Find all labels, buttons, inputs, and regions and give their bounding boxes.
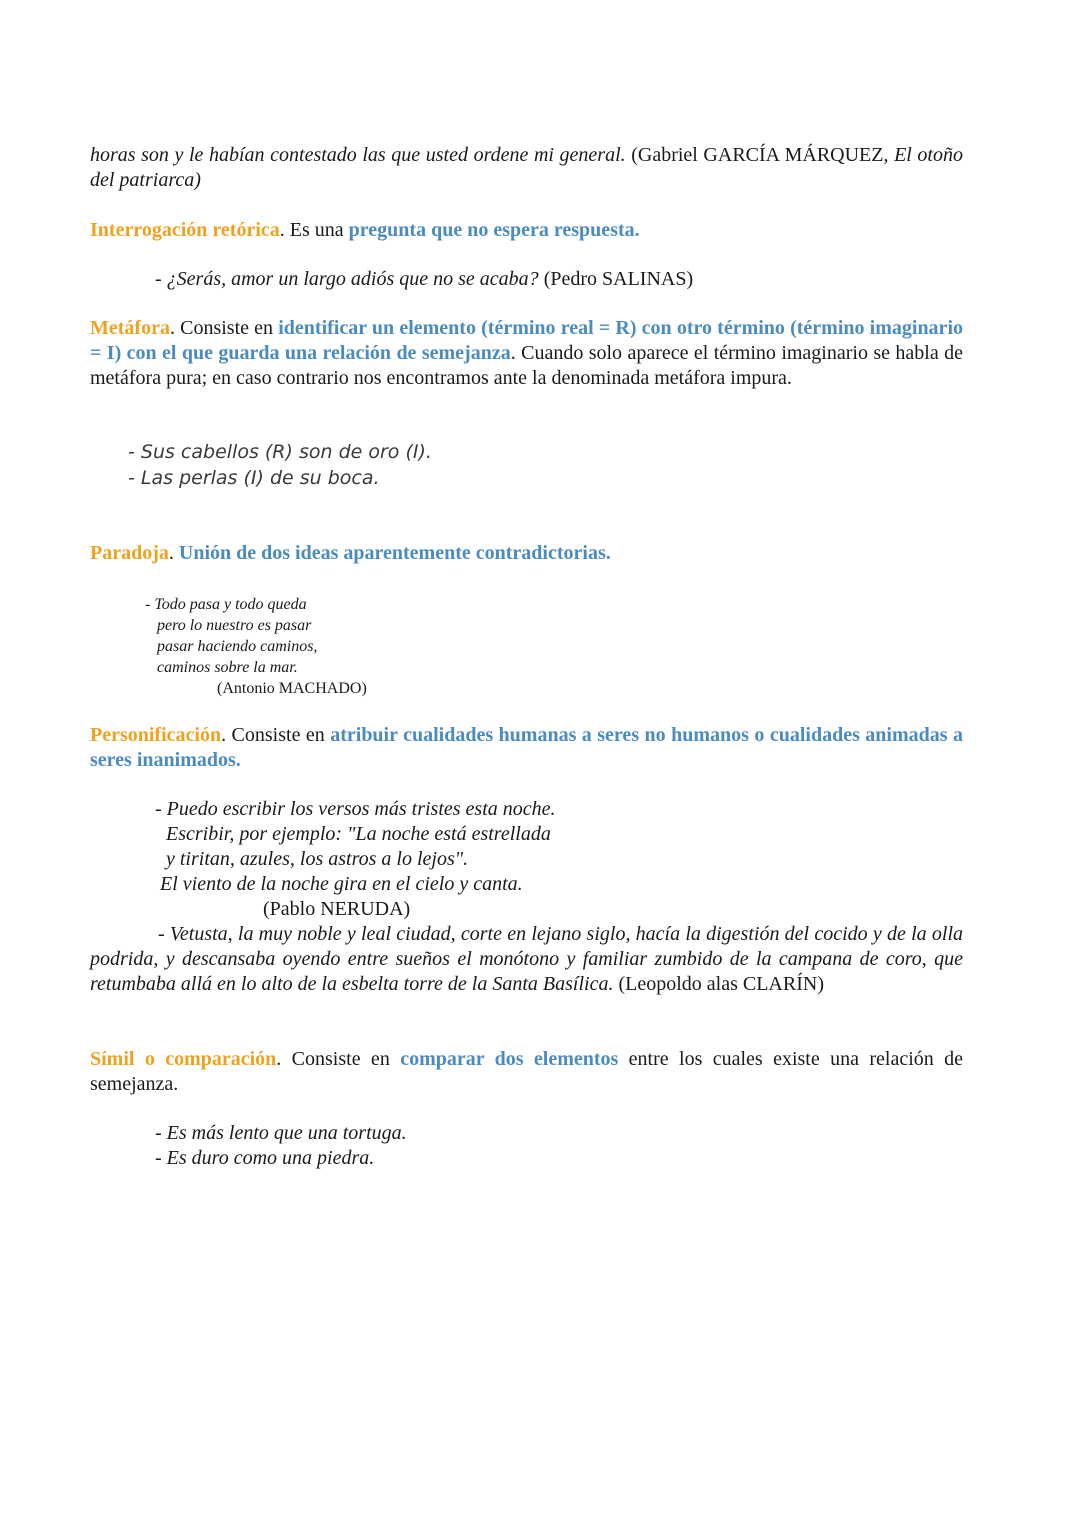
interrogacion-term: Interrogación retórica: [90, 219, 280, 241]
simil-rest: entre los cuales existe una relación de semejanza.: [90, 1048, 964, 1095]
metafora-lead: . Consiste en: [169, 317, 279, 339]
interrogacion-example: [155, 267, 693, 292]
poem-author: (Antonio MACHADO): [217, 680, 367, 697]
poem-line: - Todo pasa y todo queda: [145, 596, 307, 613]
intro-author: (Gabriel GARCÍA MÁRQUEZ,: [631, 144, 889, 166]
poem-line: y tiritan, azules, los astros a lo lejos".: [166, 848, 469, 870]
interrogacion-paragraph: [90, 218, 963, 243]
poem-line: - Puedo escribir los versos más tristes esta noche.: [155, 798, 556, 820]
simil-term: Símil o comparación: [90, 1048, 277, 1070]
paradoja-lead: .: [168, 542, 179, 564]
metafora-example: - Sus cabellos (R) son de oro (I).: [128, 441, 432, 463]
metafora-rest: . Cuando solo aparece el término imaginario se habla de metáfora pura; en caso contrario nos encontramos ante la denominada metáfora impura.: [90, 342, 963, 389]
metafora-paragraph: [90, 316, 963, 391]
prose-author: (Leopoldo alas CLARÍN): [618, 973, 824, 995]
simil-example: - Es duro como una piedra.: [155, 1147, 375, 1169]
interrogacion-example-author: (Pedro SALINAS): [543, 268, 694, 290]
poem-line: pasar haciendo caminos,: [157, 638, 318, 655]
metafora-term: Metáfora: [90, 317, 170, 339]
poem-line: caminos sobre la mar.: [157, 659, 298, 676]
simil-definition: comparar dos elementos: [400, 1048, 619, 1070]
poem-line: Escribir, por ejemplo: "La noche está estrellada: [166, 823, 551, 845]
paradoja-paragraph: [90, 541, 963, 566]
poem-line: pero lo nuestro es pasar: [157, 617, 312, 634]
interrogacion-definition: pregunta que no espera respuesta.: [348, 219, 640, 241]
interrogacion-lead: . Es una: [279, 219, 349, 241]
simil-lead: . Consiste en: [276, 1048, 401, 1070]
intro-quote: horas son y le habían contestado las que usted ordene mi general.: [90, 144, 626, 166]
paradoja-definition: Unión de dos ideas aparentemente contradictorias.: [178, 542, 611, 564]
metafora-examples: [128, 439, 432, 491]
personificacion-paragraph: [90, 723, 963, 773]
intro-paragraph: [90, 143, 963, 193]
personificacion-lead: . Consiste en: [221, 724, 331, 746]
simil-paragraph: [90, 1047, 963, 1097]
personificacion-definition: atribuir cualidades humanas a seres no humanos o cualidades animadas a seres inanimados.: [90, 724, 963, 771]
personificacion-prose: [90, 922, 963, 997]
metafora-definition: identificar un elemento (término real = R) con otro término (término imaginario = I) con el que guarda una relación de semejanza: [90, 317, 963, 364]
personificacion-term: Personificación: [90, 724, 222, 746]
interrogacion-example-text: - ¿Serás, amor un largo adiós que no se acaba?: [155, 268, 539, 290]
simil-example: - Es más lento que una tortuga.: [155, 1122, 407, 1144]
simil-examples: [155, 1121, 407, 1171]
poem-author: (Pablo NERUDA): [263, 898, 411, 920]
poem-line: El viento de la noche gira en el cielo y canta.: [160, 873, 523, 895]
prose-quote: - Vetusta, la muy noble y leal ciudad, corte en lejano siglo, hacía la digestión del cocido y de la olla podrida, y descansaba oyendo entre sueños el monótono y familiar zumbido de la campana de coro, que retumbaba allá en lo alto de la esbelta torre de la Santa Basílica.: [90, 923, 963, 995]
intro-work: El otoño del patriarca): [90, 144, 963, 191]
paradoja-poem: [145, 594, 367, 699]
metafora-example: - Las perlas (I) de su boca.: [128, 467, 380, 489]
personificacion-poem: [155, 797, 556, 922]
paradoja-term: Paradoja: [90, 542, 169, 564]
